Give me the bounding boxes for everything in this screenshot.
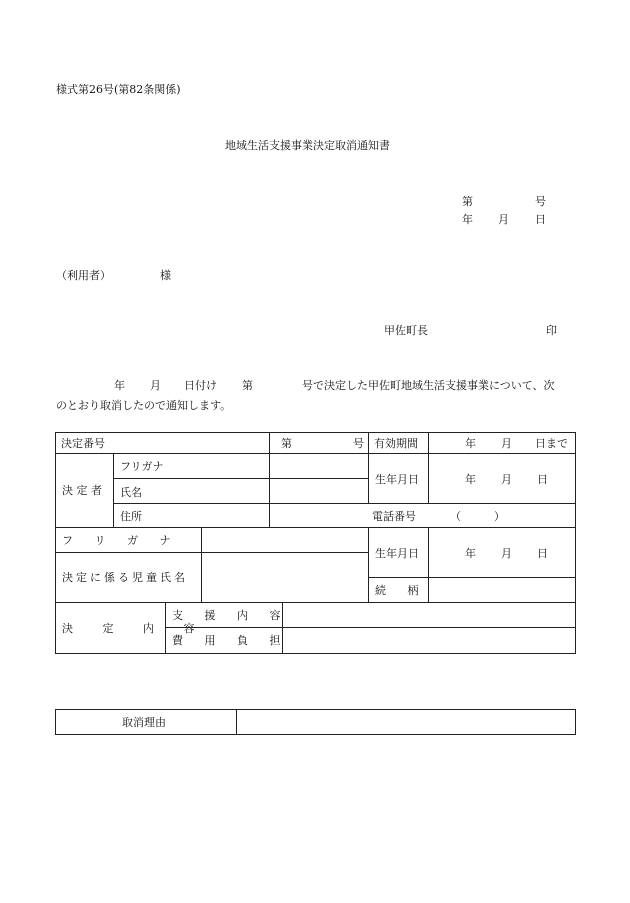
decision-content-label: 決 定 内 容 [62, 622, 208, 635]
addressee-honorific: 様 [160, 269, 171, 282]
cancel-reason-label: 取消理由 [122, 716, 166, 729]
date-tsuki: 月 [498, 213, 509, 226]
birthdate-label-cell [369, 454, 429, 504]
relation-label-cell [369, 578, 429, 603]
child-furigana-value-cell[interactable] [202, 528, 369, 553]
decision-number-value-cell[interactable] [270, 433, 369, 454]
bd-tsuki: 月 [501, 473, 512, 486]
decision-number-dai: 第 [281, 437, 292, 450]
birthdate-label: 生年月日 [375, 473, 419, 486]
addressee-label: （利用者） [56, 269, 111, 282]
support-content-label: 支 援 内 容 [172, 609, 290, 622]
decider-label: 決 定 者 [62, 484, 102, 497]
child-name-label-cell [56, 553, 202, 603]
decision-number-label-cell [56, 433, 270, 454]
child-name-value-cell[interactable] [202, 553, 369, 603]
decision-table [55, 432, 576, 654]
relation-label: 続 柄 [375, 584, 428, 597]
cancel-reason-value-cell[interactable] [237, 710, 575, 734]
address-label: 住所 [120, 510, 142, 523]
body-line1: 号で決定した甲佐町地域生活支援事業について、次 [302, 379, 555, 392]
phone-paren: （ ） [450, 510, 505, 523]
validity-made: 日まで [535, 437, 568, 450]
name-label: 氏名 [120, 486, 142, 499]
cost-burden-value-cell[interactable] [283, 628, 575, 653]
validity-value-cell[interactable] [429, 433, 575, 454]
ref-go: 号 [535, 195, 546, 208]
validity-label-cell [369, 433, 429, 454]
support-content-label-cell [166, 603, 290, 628]
body-nen: 年 [114, 379, 125, 392]
child-birthdate-label: 生年月日 [375, 547, 419, 560]
furigana-label: フリガナ [120, 460, 164, 473]
name-label-cell [114, 479, 270, 504]
decision-number-label: 決定番号 [61, 437, 105, 450]
document-title: 地域生活支援事業決定取消通知書 [225, 139, 390, 152]
date-hi: 日 [535, 213, 546, 226]
name-value-cell[interactable] [270, 479, 369, 504]
form-number: 様式第26号(第82条関係) [56, 83, 181, 96]
body-tsuki: 月 [150, 379, 161, 392]
decision-content-label-cell [56, 603, 208, 653]
bd-nen: 年 [465, 473, 476, 486]
child-bd-nen: 年 [465, 547, 476, 560]
furigana-label-cell [114, 454, 270, 479]
support-content-value-cell[interactable] [283, 603, 575, 628]
child-name-label: 決定に係る児童氏名 [62, 571, 188, 584]
issuer-seal: 印 [546, 324, 557, 337]
birthdate-value-cell[interactable] [429, 454, 575, 504]
child-bd-hi: 日 [537, 547, 548, 560]
validity-nen: 年 [465, 437, 476, 450]
cancel-reason-label-cell [56, 710, 237, 734]
ref-dai: 第 [462, 195, 473, 208]
child-birthdate-label-cell [369, 528, 429, 578]
cost-burden-label-cell [166, 628, 290, 653]
child-bd-tsuki: 月 [501, 547, 512, 560]
phone-label: 電話番号 [372, 510, 416, 523]
relation-value-cell[interactable] [429, 578, 575, 603]
bd-hi: 日 [537, 473, 548, 486]
date-nen: 年 [462, 213, 473, 226]
body-dai: 第 [242, 379, 253, 392]
validity-tsuki: 月 [501, 437, 512, 450]
decision-number-go: 号 [353, 437, 364, 450]
address-label-cell [114, 504, 270, 528]
address-value-cell[interactable] [270, 504, 575, 528]
body-line2: のとおり取消したので通知します。 [56, 399, 232, 412]
child-furigana-label: フ リ ガ ナ [62, 534, 180, 547]
cancel-reason-table [55, 709, 576, 735]
child-furigana-label-cell [56, 528, 202, 553]
issuer-name: 甲佐町長 [384, 324, 428, 337]
furigana-value-cell[interactable] [270, 454, 369, 479]
validity-label: 有効期間 [374, 437, 418, 450]
child-birthdate-value-cell[interactable] [429, 528, 575, 578]
body-hi: 日付け [184, 379, 217, 392]
cost-burden-label: 費 用 負 担 [172, 634, 290, 647]
decider-label-cell [56, 454, 114, 528]
